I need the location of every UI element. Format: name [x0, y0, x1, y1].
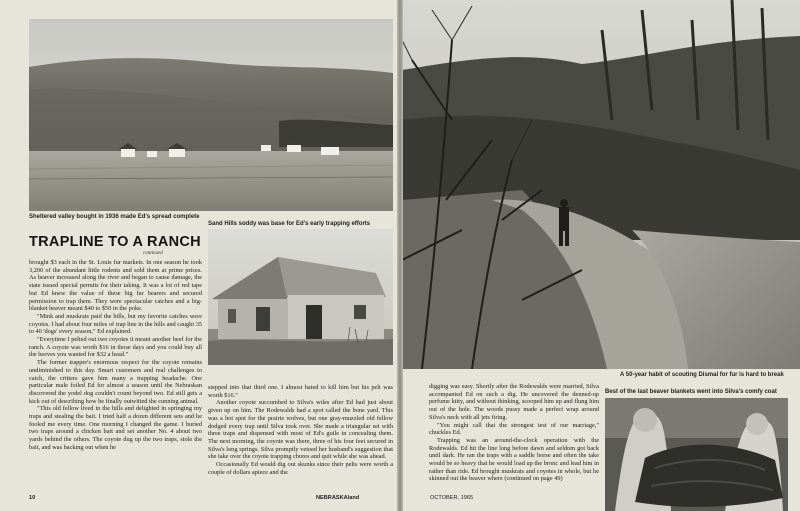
paragraph: digging was easy. Shortly after the Rodewalds were married, Silva accompanied Ed on such a dig. He uncovered the denned-up perfume kitty, and without thinking, scooped him up and flung him out of the hole. The woods pussy made a perfect wrap around Silva's neck with all jets firing. — [429, 383, 599, 421]
continued-label: continued — [143, 251, 163, 256]
paragraph: Another coyote succumbed to Silva's wiles after Ed had just about given up on him. The Rodewalds had a spot called the bone yard. This was a hot spot for the prairie wolves, but one gray-muzzled old fellow dodged every trap until Silva took over. She made a triangular set with three traps and dispensed with most of Ed's guile in concealing them. The next morning, the coyote was there, three of his four feet secured in Silva's long springs. Silva promptly vetoed her husband's suggestion that she take over the coyote trapping chores and quit while she was ahead. — [208, 399, 393, 461]
article-column-2 — [208, 384, 393, 492]
paragraph: Occasionally Ed would dig out skunks since their pelts were worth a couple of dollars apiece and the — [208, 461, 393, 476]
paragraph: brought $3 each in the St. Louis fur markets. In one season he took 3,200 of the abundant little rodents and sold them at prime prices. As beaver increased along the river and began to cause damage, the state issued special permits for their taking. It was a lot of red tape but Ed knew the value of these big fur bearers and secured permission to trap them. They were spectacular catches and a big-blanket beaver meant $40 to $50 in the poke. — [29, 259, 202, 313]
paragraph: stepped into that third one. I almost hated to kill him but his pelt was worth $16." — [208, 384, 393, 399]
coat-photo — [605, 398, 788, 511]
issue-date: OCTOBER, 1965 — [430, 495, 474, 501]
article-column-1 — [29, 259, 202, 495]
article-headline: TRAPLINE TO A RANCH — [29, 234, 201, 250]
paragraph: The former trapper's enormous respect for the coyote remains undiminished to this day. Smart customers and real challenges to catch, the critters gave him many a trapping headache. One particular male foiled Ed for almost a season until the Nebraskan discovered the yodel dog couldn't count beyond two. Ed still gets a kick out of describing how he finally outwitted the cunning animal. — [29, 359, 202, 405]
valley-photo — [29, 19, 393, 211]
spine-gutter — [397, 0, 403, 511]
soddy-photo-caption: Sand Hills soddy was base for Ed's early trapping efforts — [208, 221, 371, 227]
page-number: 10 — [29, 495, 36, 501]
paragraph: Trapping was an around-the-clock operation with the Rodewalds. Ed hit the line long before dawn and seldom got back until dark. He ran the traps with a saddle horse and often the take would be so heavy that he would load up the bronc and lead him in rather than ride. Ed brought muskrats and coyotes in whole, but he skinned out the beaver where (continued on page 49) — [429, 436, 599, 483]
paragraph: "This old fellow lived in the hills and delighted in springing my traps and stealing the bait. I tried half a dozen different sets and he fooled me every time. One morning I changed the game. I buried two traps around a chicken bait and set another No. 4 about two yards behind the others. The coyote dug up the two traps, stole the bait, and was backing out when he — [29, 405, 202, 451]
soddy-photo — [208, 229, 393, 365]
river-photo-caption: A 50-year habit of scouting Dismal for fur is hard to break — [620, 372, 784, 378]
right-page — [400, 0, 800, 511]
valley-photo-caption: Sheltered valley bought in 1936 made Ed's spread complete — [29, 214, 200, 220]
paragraph: "Mink and muskrats paid the bills, but my favorite catches were coyotes. I had about four miles of trap line in the hills and caught 35 to 40 'dogs' every season," Ed explained. — [29, 312, 202, 336]
paragraph: "You might call that the strongest test of our marriage," chuckles Ed. — [429, 421, 599, 437]
river-photo — [402, 0, 800, 369]
magazine-name: NEBRASKAland — [316, 495, 360, 501]
article-column-3 — [429, 383, 599, 493]
coat-photo-caption: Best of the last beaver blankets went into Silva's comfy coat — [605, 389, 777, 395]
paragraph: "Everytime I pelted out two coyotes it meant another beef for the ranch. A coyote was worth $16 in those days and you could buy all the beeves you wanted for $32 a head." — [29, 336, 202, 359]
